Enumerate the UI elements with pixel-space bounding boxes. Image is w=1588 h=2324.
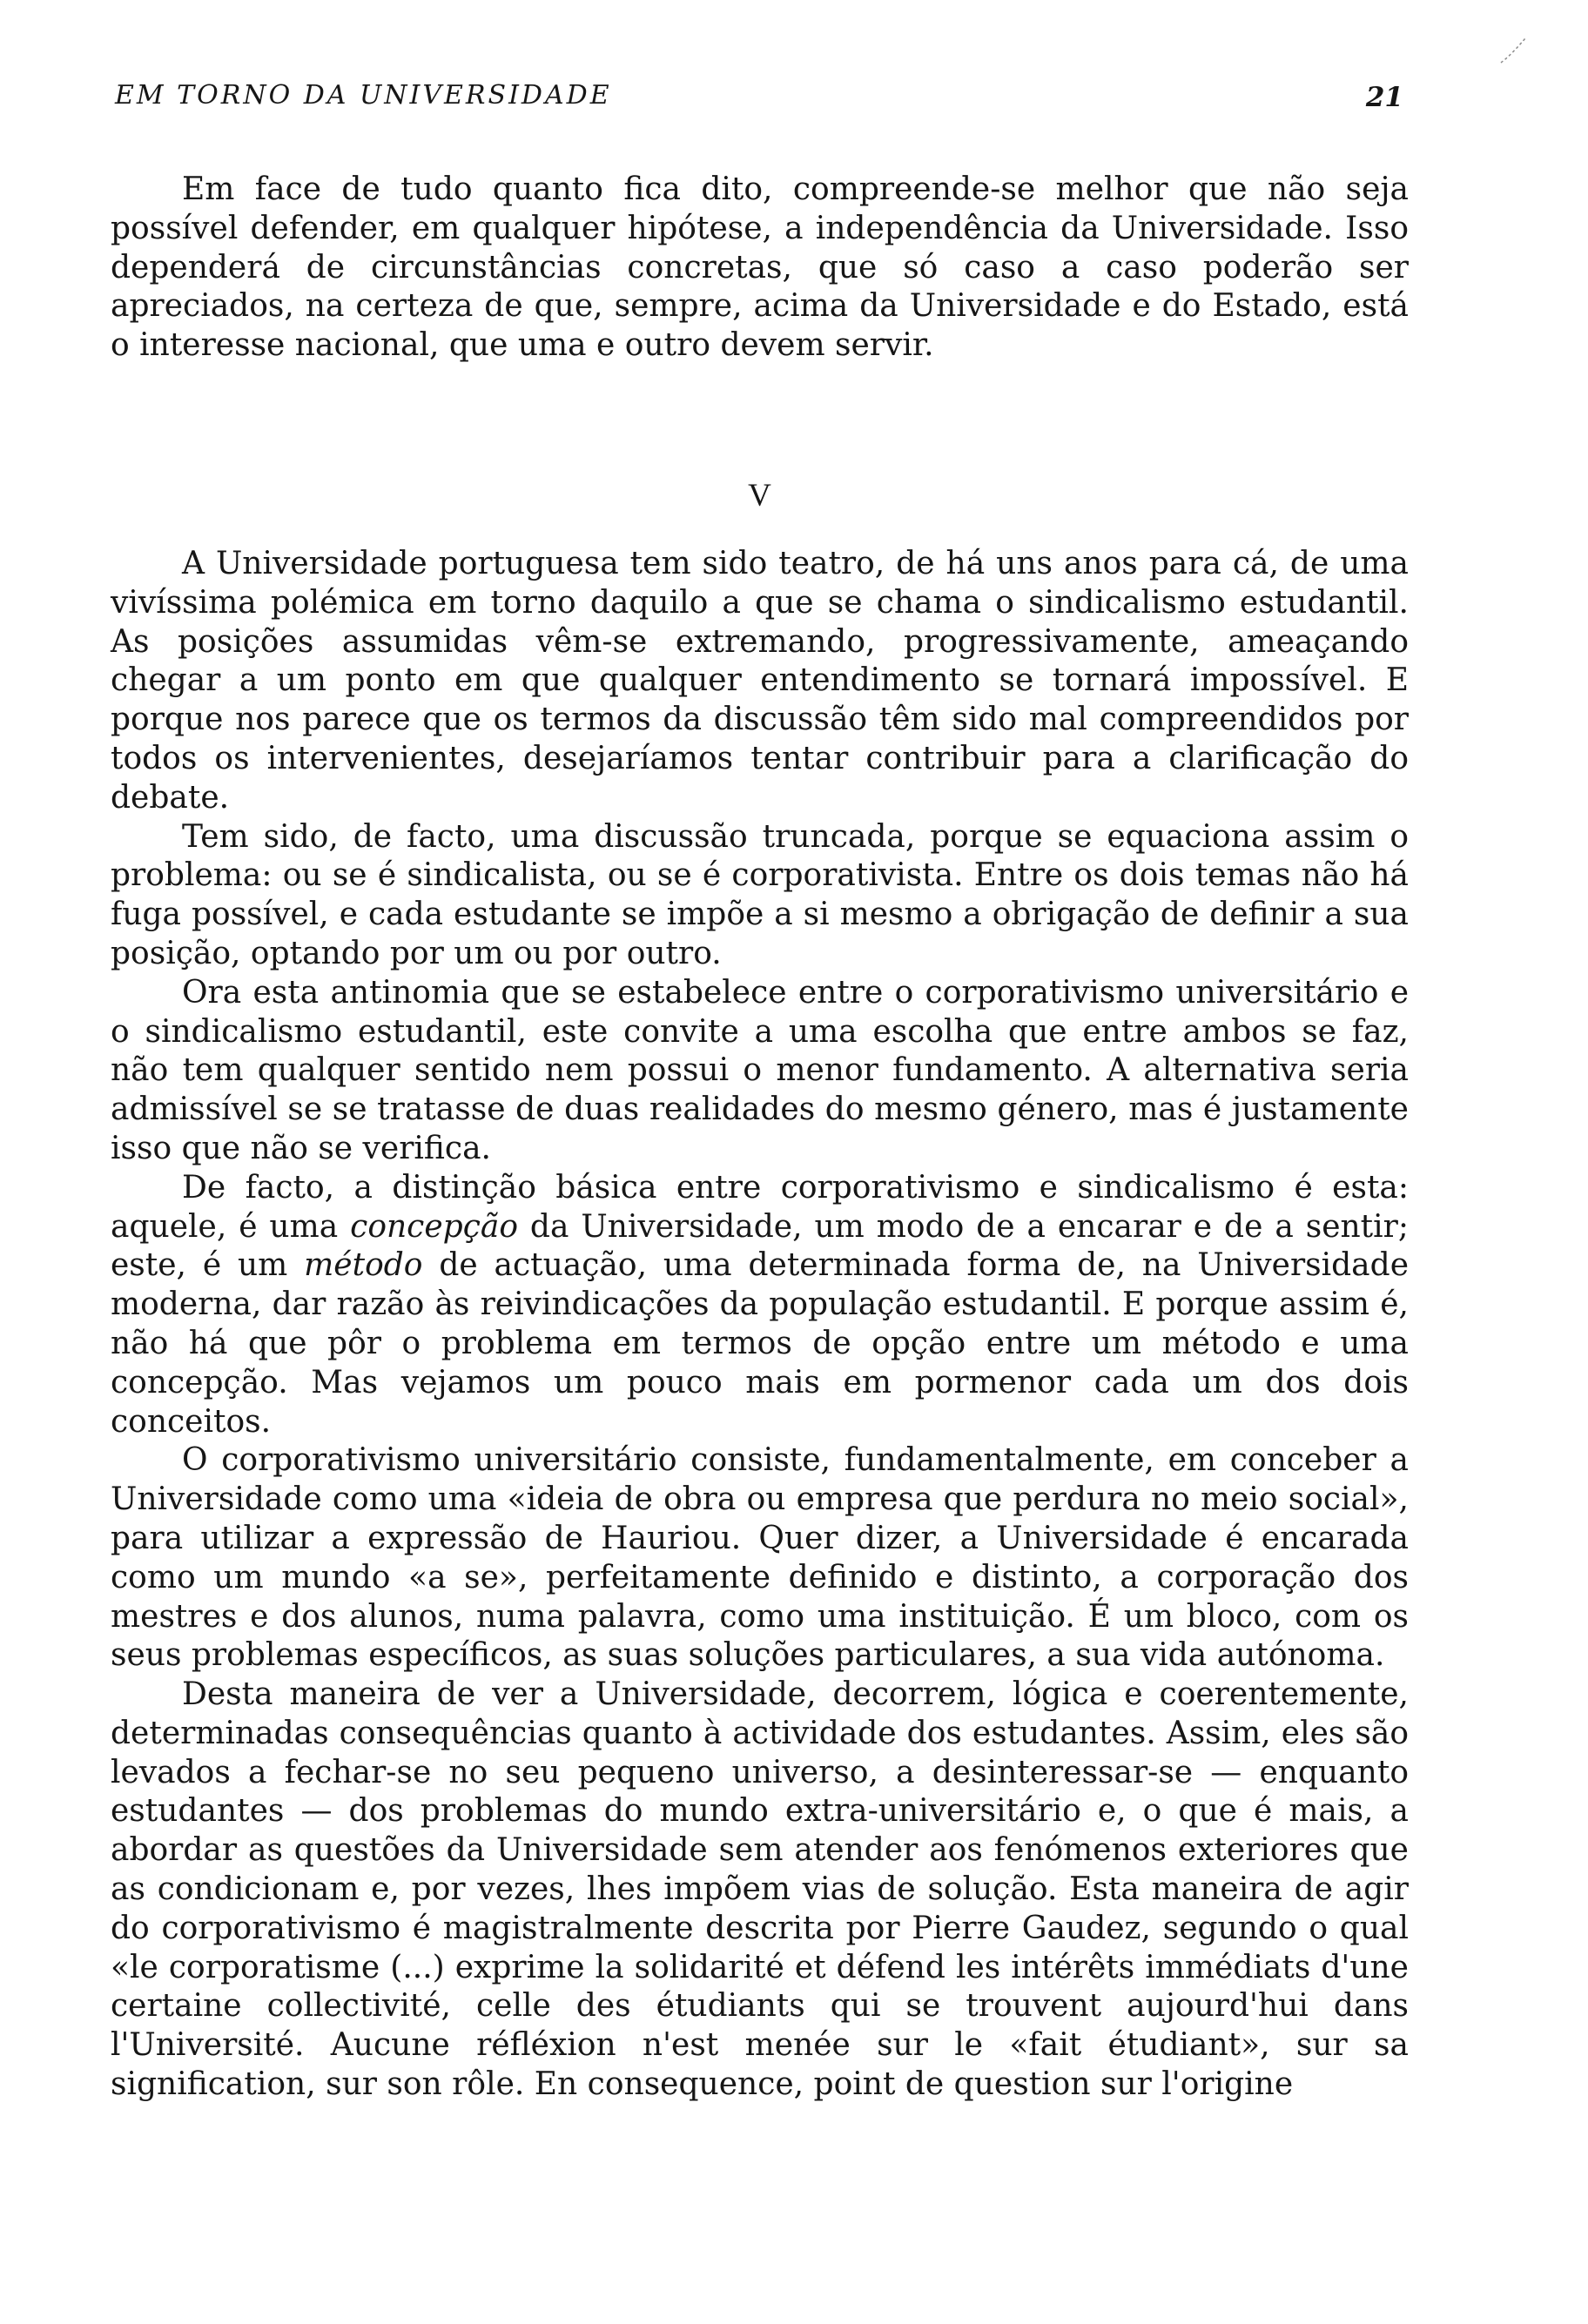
- running-head: [115, 80, 1403, 124]
- running-title: EM TORNO DA UNIVERSIDADE: [115, 80, 612, 111]
- emphasis-metodo: método: [304, 1247, 423, 1284]
- section-heading: V: [748, 477, 771, 514]
- emphasis-concepcao: concepção: [350, 1208, 518, 1245]
- paragraph: Tem sido, de facto, uma discussão truncada, porque se equaciona assim o problema: ou se é sindicalista, ou se é corporativista. Entre os dois temas não há fuga possível, e cada estudante se impõe a si mesmo a obrigação de definir a sua posição, optando por um ou por outro.: [111, 818, 1409, 971]
- text-run: De facto, a distinção básica entre corporativismo e sindicalismo é esta: aquele, é uma: [111, 1169, 1409, 1245]
- paragraph-with-emphasis: [111, 1169, 1409, 1442]
- paragraph: Ora esta antinomia que se estabelece entre o corporativismo universitário e o sindicalismo estudantil, este convite a uma escolha que entre ambos se faz, não tem qualquer sentido nem possui o menor fundamento. A alternativa seria admissível se se tratasse de duas realidades do mesmo género, mas é justamente isso que não se verifica.: [111, 974, 1409, 1166]
- text-run: da Universidade, um modo de a encarar e de a sentir; este, é um: [111, 1208, 1410, 1284]
- paragraph: A Universidade portuguesa tem sido teatro, de há uns anos para cá, de uma vivíssima polémica em torno daquilo a que se chama o sindicalismo estudantil. As posições assumidas vêm-se extremando, progressivamente, ameaçando chegar a um ponto em que qualquer entendimento se tornará impossível. E porque nos parece que os termos da discussão têm sido mal compreendidos por todos os intervenientes, desejaríamos tentar contribuir para a clarificação do debate.: [111, 545, 1409, 816]
- paragraph: Em face de tudo quanto fica dito, compreende-se melhor que não seja possível defender, em qualquer hipótese, a independência da Universidade. Isso dependerá de circunstâncias concretas, que só caso a caso poderão ser apreciados, na certeza de que, sempre, acima da Universidade e do Estado, está o interesse nacional, que uma e outro devem servir.: [111, 171, 1409, 364]
- body-text: [111, 171, 1409, 2105]
- paragraph: O corporativismo universitário consiste, fundamentalmente, em conceber a Universidade como uma «ideia de obra ou empresa que perdura no meio social», para utilizar a expressão de Hauriou. Quer dizer, a Universidade é encarada como um mundo «a se», perfeitamente definido e distinto, a corporação dos mestres e dos alunos, numa palavra, como uma instituição. É um bloco, com os seus problemas específicos, as suas soluções particulares, a sua vida autónoma.: [111, 1442, 1409, 1674]
- pencil-mark: [1499, 31, 1531, 66]
- paragraph: Desta maneira de ver a Universidade, decorrem, lógica e coerentemente, determinadas consequências quanto à actividade dos estudantes. Assim, eles são levados a fechar-se no seu pequeno universo, a desinteressar-se — enquanto estudantes — dos problemas do mundo extra-universitário e, o que é mais, a abordar as questões da Universidade sem atender aos fenómenos exteriores que as condicionam e, por vezes, lhes impõem vias de solução. Esta maneira de agir do corporativismo é magistralmente descrita por Pierre Gaudez, segundo o qual «le corporatisme (...) exprime la solidarité et défend les intérêts immédiats d'une certaine collectivité, celle des étudiants qui se trouvent aujourd'hui dans l'Université. Aucune réfléxion n'est menée sur le «fait étudiant», sur sa signification, sur son rôle. En consequence, point de question sur l'origine: [111, 1676, 1409, 2103]
- text-run: de actuação, uma determinada forma de, na Universidade moderna, dar razão às reivindicações da população estudantil. E porque assim é, não há que pôr o problema em termos de opção entre um método e uma concepção. Mas vejamos um pouco mais em pormenor cada um dos dois conceitos.: [111, 1247, 1409, 1440]
- page-number: 21: [1365, 82, 1403, 113]
